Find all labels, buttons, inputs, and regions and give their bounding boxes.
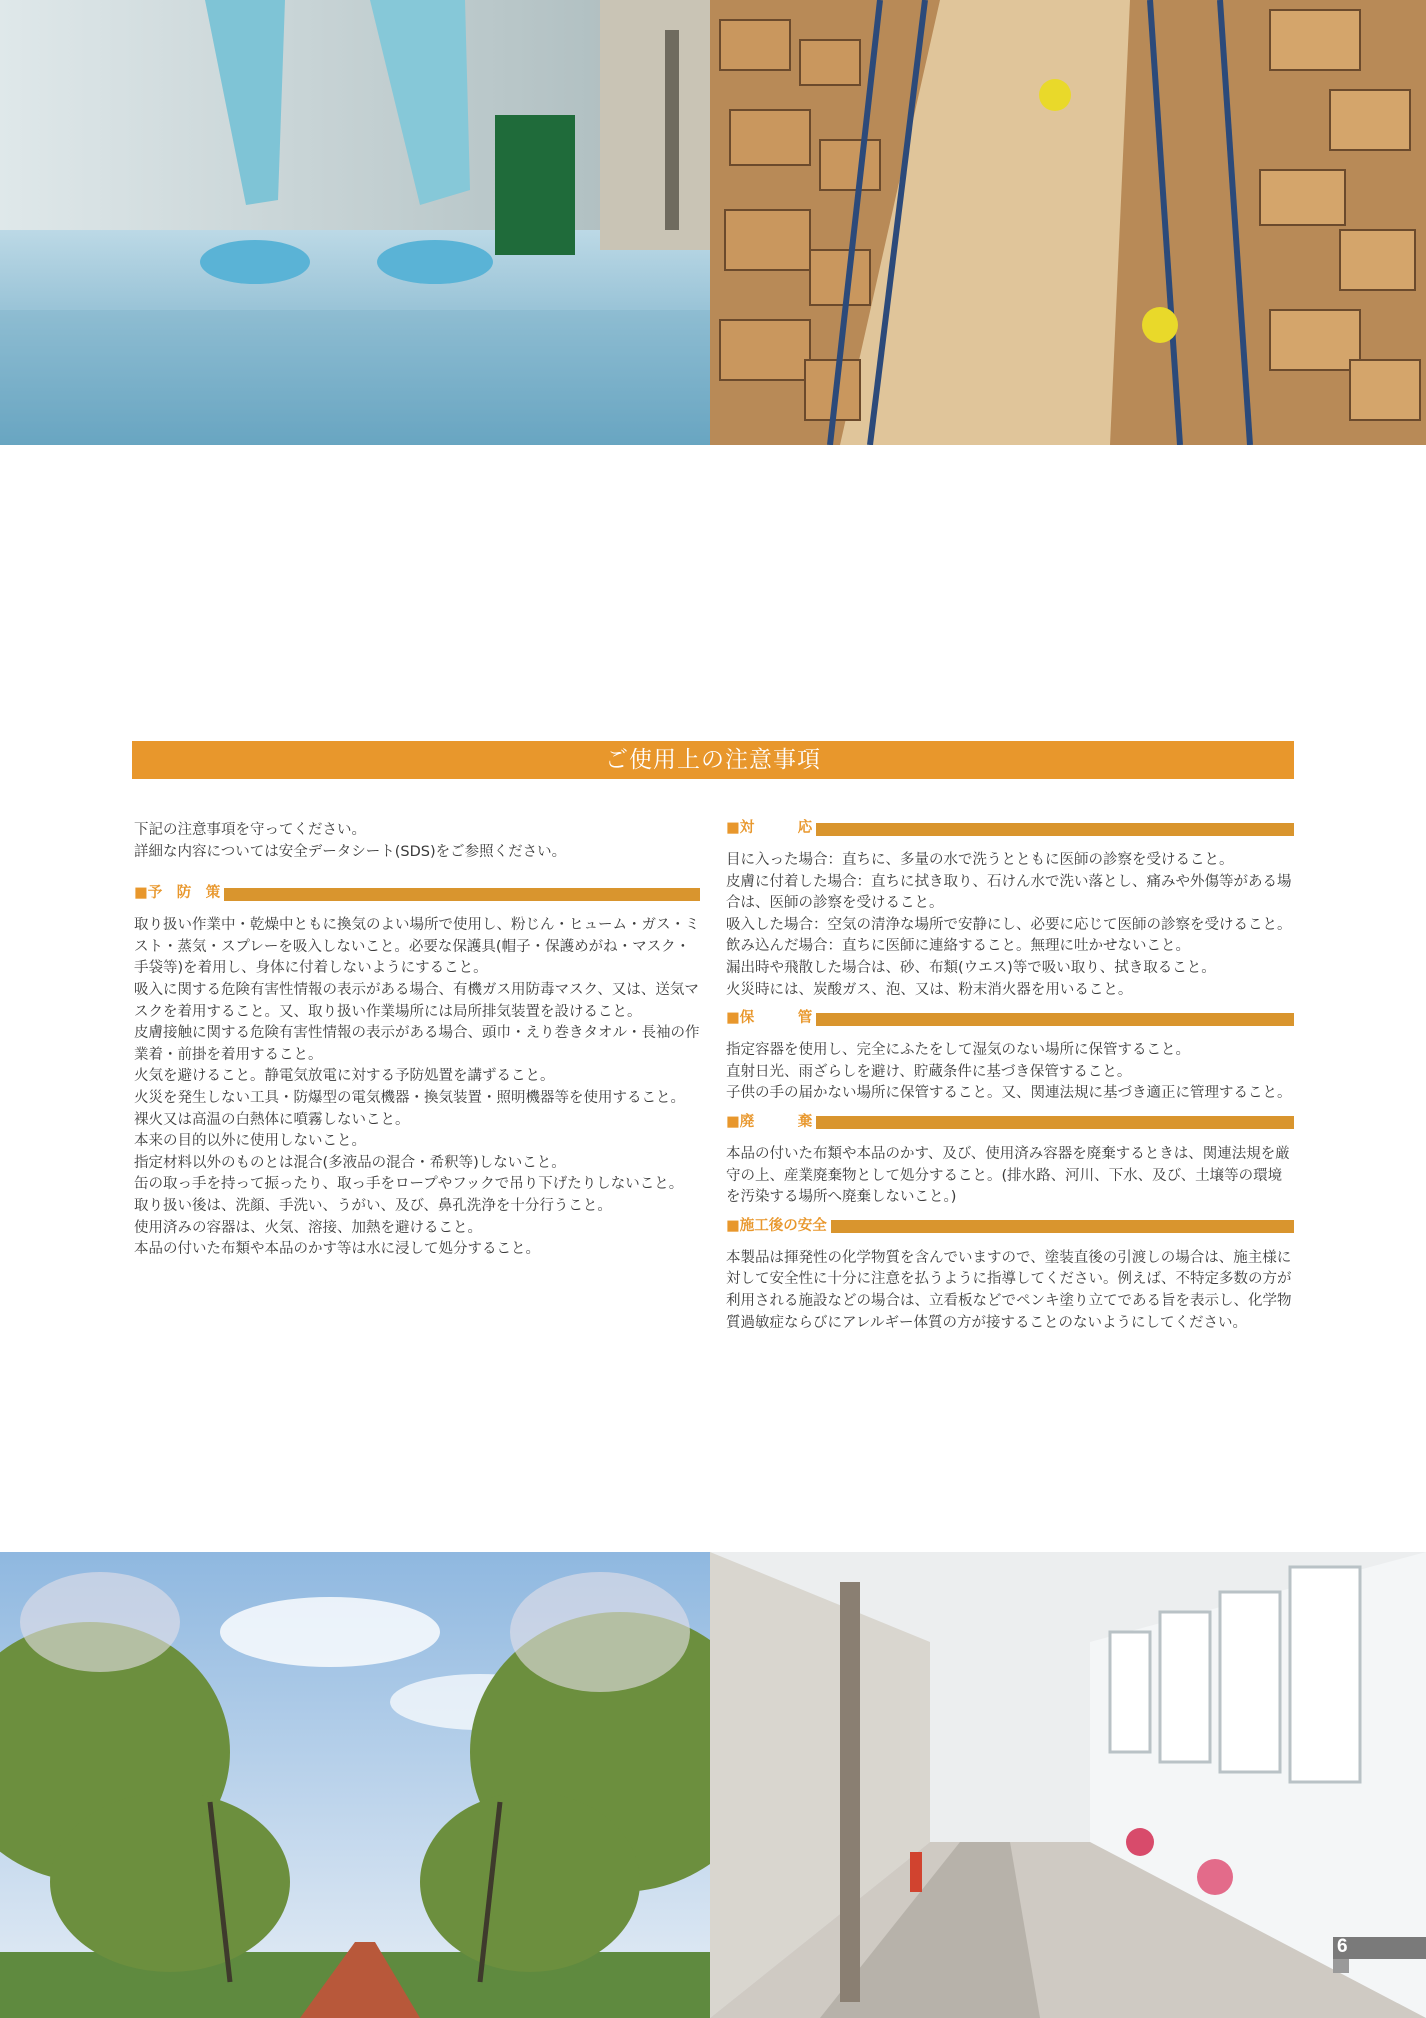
section-label: ■予 防 策 <box>134 885 221 902</box>
page-tab-notch <box>1333 1959 1349 1973</box>
section-heading-after-construction <box>726 1218 1294 1236</box>
body-line: 裸火又は高温の白熱体に噴霧しないこと。 <box>134 1111 410 1128</box>
left-column <box>134 820 700 1270</box>
section-body-after-construction <box>726 1248 1294 1334</box>
section-body-response <box>726 850 1294 1001</box>
body-line: 本品の付いた布類や本品のかす等は水に浸して処分すること。 <box>134 1241 540 1258</box>
section-label: ■廃 棄 <box>726 1114 813 1131</box>
section-label: ■保 管 <box>726 1010 813 1027</box>
body-line: 取り扱い作業中・乾燥中ともに換気のよい場所で使用し、粉じん・ヒューム・ガス・ミスト・蒸気・スプレーを吸入しないこと。必要な保護具(帽子・保護めがね・マスク・手袋等)を着用し、身体に付着しないようにすること。 <box>134 917 700 977</box>
heading-rule <box>816 1116 1294 1129</box>
body-line: 本品の付いた布類や本品のかす、及び、使用済み容器を廃棄するときは、関連法規を厳守の上、産業廃棄物として処分すること。(排水路、河川、下水、及び、土壌等の環境を汚染する場所へ廃棄しないこと。) <box>726 1145 1290 1206</box>
page-number: 6 <box>1337 1936 1348 1957</box>
section-body-storage <box>726 1040 1294 1105</box>
intro-line: 下記の注意事項を守ってください。 <box>134 822 366 838</box>
body-line: 目に入った場合：直ちに、多量の水で洗うとともに医師の診察を受けること。 <box>726 852 1234 868</box>
section-heading-response <box>726 820 1294 838</box>
body-line: 直射日光、雨ざらしを避け、貯蔵条件に基づき保管すること。 <box>726 1063 1132 1080</box>
body-line: 飲み込んだ場合：直ちに医師に連絡すること。無理に吐かせないこと。 <box>726 938 1190 955</box>
body-line: 指定材料以外のものとは混合(多液品の混合・希釈等)しないこと。 <box>134 1154 566 1171</box>
body-line: 皮膚に付着した場合：直ちに拭き取り、石けん水で洗い落とし、痛みや外傷等がある場合は、医師の診察を受けること。 <box>726 873 1292 912</box>
warehouse-photo <box>710 0 1426 445</box>
body-line: 子供の手の届かない場所に保管すること。又、関連法規に基づき適正に管理すること。 <box>726 1085 1292 1102</box>
body-line: 火災時には、炭酸ガス、泡、又は、粉末消火器を用いること。 <box>726 981 1133 998</box>
heading-rule <box>816 823 1294 836</box>
section-heading-storage <box>726 1010 1294 1028</box>
body-line: 火気を避けること。静電気放電に対する予防処置を講ずること。 <box>134 1068 555 1085</box>
body-line: 本来の目的以外に使用しないこと。 <box>134 1133 366 1150</box>
body-line: 漏出時や飛散した場合は、砂、布類(ウエス)等で吸い取り、拭き取ること。 <box>726 959 1216 976</box>
body-line: 取り扱い後は、洗顔、手洗い、うがい、及び、鼻孔洗浄を十分行うこと。 <box>134 1197 612 1214</box>
heading-rule <box>816 1013 1294 1026</box>
page-title: ご使用上の注意事項 <box>132 741 1294 779</box>
heading-rule <box>831 1220 1294 1233</box>
tree-lined-path-photo <box>0 1552 710 2018</box>
cleanroom-photo <box>0 0 710 445</box>
body-line: 指定容器を使用し、完全にふたをして湿気のない場所に保管すること。 <box>726 1042 1190 1059</box>
body-line: 使用済みの容器は、火気、溶接、加熱を避けること。 <box>134 1219 482 1236</box>
intro-line: 詳細な内容については安全データシート(SDS)をご参照ください。 <box>134 843 567 860</box>
body-line: 皮膚接触に関する危険有害性情報の表示がある場合、頭巾・えり巻きタオル・長袖の作業着・前掛を着用すること。 <box>134 1025 700 1063</box>
section-label: ■対 応 <box>726 820 813 837</box>
section-heading-prevention <box>134 885 700 903</box>
right-column <box>726 820 1294 1343</box>
intro <box>134 820 700 863</box>
body-line: 本製品は揮発性の化学物質を含んでいますので、塗装直後の引渡しの場合は、施主様に対して安全性に十分に注意を払うように指導してください。例えば、不特定多数の方が利用される施設などの場合は、立看板などでペンキ塗り立てである旨を表示し、化学物質過敏症ならびにアレルギー体質の方が接することのないようにしてください。 <box>726 1249 1292 1331</box>
section-heading-disposal <box>726 1114 1294 1132</box>
body-line: 火災を発生しない工具・防爆型の電気機器・換気装置・照明機器等を使用すること。 <box>134 1089 685 1106</box>
body-line: 缶の取っ手を持って振ったり、取っ手をロープやフックで吊り下げたりしないこと。 <box>134 1176 684 1193</box>
page-number-tab <box>1333 1937 1426 1959</box>
body-line: 吸入した場合：空気の清浄な場所で安静にし、必要に応じて医師の診察を受けること。 <box>726 916 1292 933</box>
heading-rule <box>224 888 700 901</box>
corridor-photo <box>710 1552 1426 2018</box>
section-body-disposal <box>726 1144 1294 1209</box>
section-label: ■施工後の安全 <box>726 1217 827 1234</box>
section-body-prevention <box>134 915 700 1261</box>
body-line: 吸入に関する危険有害性情報の表示がある場合、有機ガス用防毒マスク、又は、送気マスクを着用すること。又、取り扱い作業場所には局所排気装置を設けること。 <box>134 981 699 1020</box>
